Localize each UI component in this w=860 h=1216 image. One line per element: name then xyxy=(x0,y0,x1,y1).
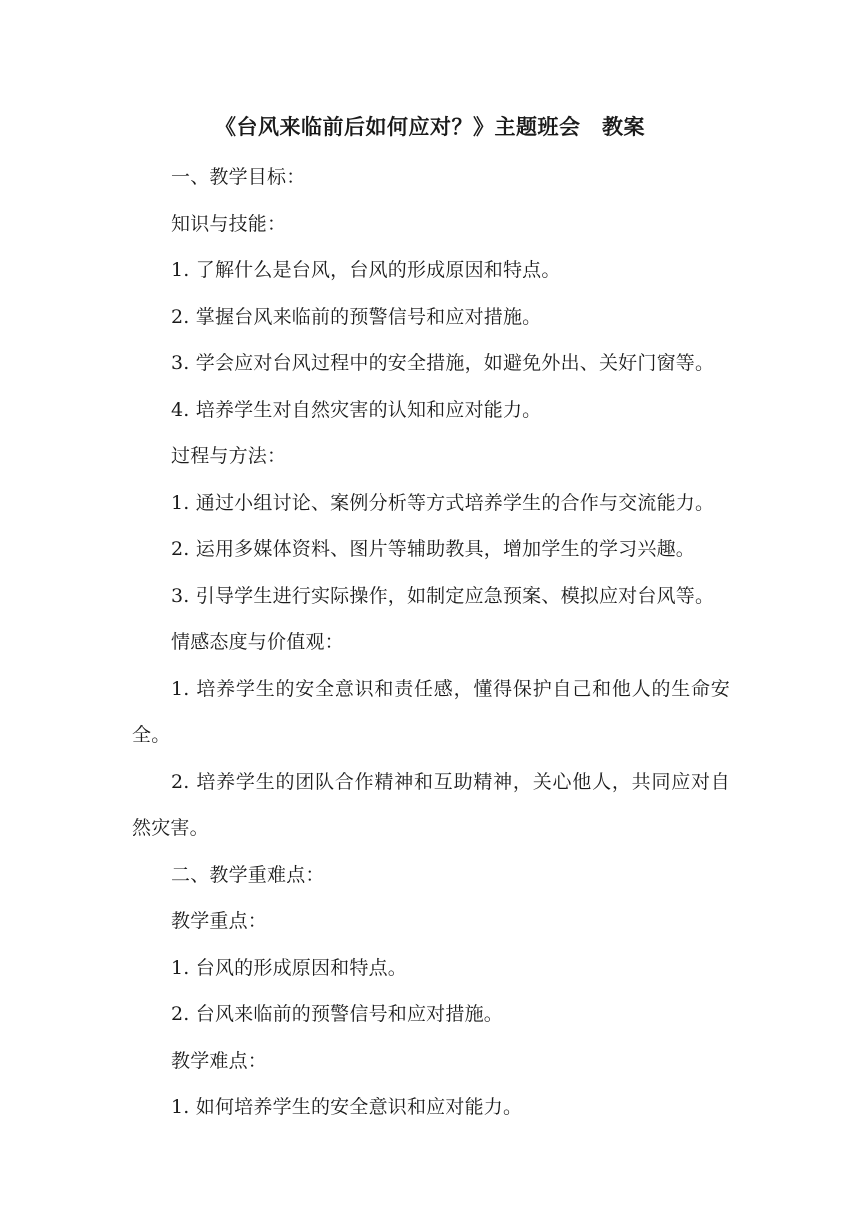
list-item: 2. 运用多媒体资料、图片等辅助教具，增加学生的学习兴趣。 xyxy=(171,538,695,560)
list-item: 1. 如何培养学生的安全意识和应对能力。 xyxy=(171,1096,523,1118)
subheading-knowledge-skills: 知识与技能： xyxy=(171,212,287,235)
list-item: 1. 培养学生的安全意识和责任感，懂得保护自己和他人的生命安全。 xyxy=(132,677,730,746)
list-item: 1. 通过小组讨论、案例分析等方式培养学生的合作与交流能力。 xyxy=(171,491,715,514)
section-heading-key-difficult-points: 二、教学重难点： xyxy=(171,863,325,886)
subheading-difficult-points: 教学难点： xyxy=(171,1049,268,1072)
section-heading-objectives: 一、教学目标： xyxy=(171,166,306,188)
subheading-key-points: 教学重点： xyxy=(171,910,268,932)
list-item: 2. 掌握台风来临前的预警信号和应对措施。 xyxy=(171,305,542,328)
list-item: 1. 了解什么是台风，台风的形成原因和特点。 xyxy=(171,259,561,281)
list-item: 3. 引导学生进行实际操作，如制定应急预案、模拟应对台风等。 xyxy=(171,584,715,607)
subheading-process-methods: 过程与方法： xyxy=(171,445,287,467)
list-item: 2. 台风来临前的预警信号和应对措施。 xyxy=(171,1003,503,1025)
list-item: 3. 学会应对台风过程中的安全措施，如避免外出、关好门窗等。 xyxy=(171,352,715,374)
subheading-attitudes-values: 情感态度与价值观： xyxy=(171,631,344,653)
list-item: 4. 培养学生对自然灾害的认知和应对能力。 xyxy=(171,398,542,421)
list-item: 1. 台风的形成原因和特点。 xyxy=(171,956,407,979)
document-body xyxy=(132,154,730,1131)
document-title: 《台风来临前后如何应对？》主题班会 教案 xyxy=(215,115,645,139)
list-item: 2. 培养学生的团队合作精神和互助精神，关心他人，共同应对自然灾害。 xyxy=(132,770,730,839)
